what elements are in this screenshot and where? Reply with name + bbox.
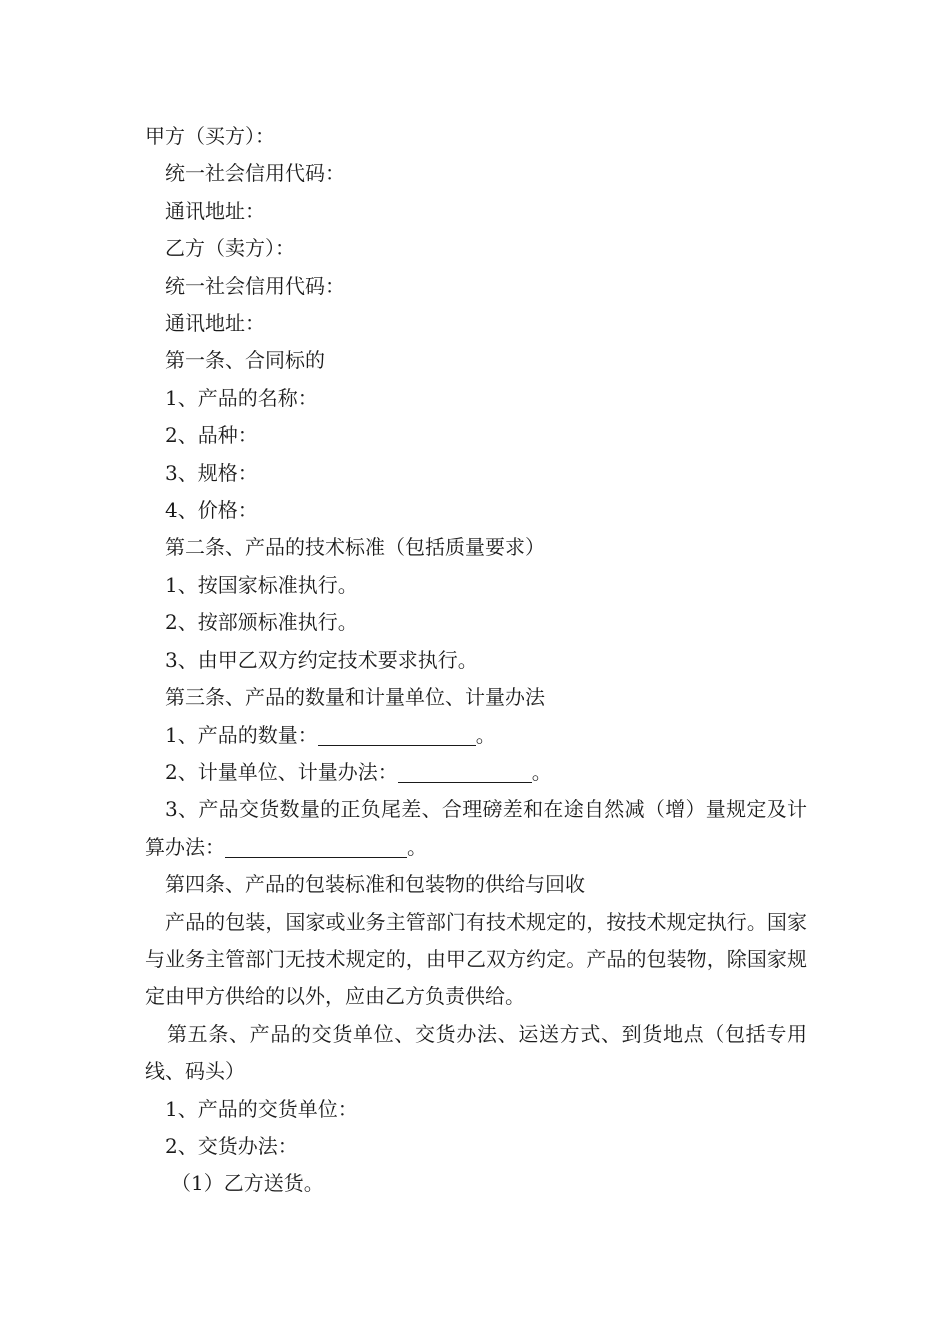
article-3-item-3-end: 。 [407, 834, 427, 859]
article-3-item-2-end: 。 [531, 759, 552, 784]
article-2-item: 3、由甲乙双方约定技术要求执行。 [165, 647, 478, 672]
article-4-title: 第四条、产品的包装标准和包装物的供给与回收 [165, 872, 585, 897]
article-5-item: 2、交货办法： [165, 1133, 298, 1158]
article-1-item: 2、品种： [165, 423, 258, 448]
contract-body [145, 118, 807, 1203]
article-2-item: 2、按部颁标准执行。 [165, 610, 358, 635]
article-5-item: 1、产品的交货单位： [165, 1096, 358, 1121]
party-a-credit-code: 统一社会信用代码： [165, 161, 345, 186]
article-5-subitem: （1）乙方送货。 [171, 1171, 324, 1196]
unit-method-blank-line [398, 756, 532, 783]
article-3-title: 第三条、产品的数量和计量单位、计量办法 [165, 685, 545, 710]
party-b-heading: 乙方（卖方）： [165, 236, 295, 261]
article-1-item: 1、产品的名称： [165, 385, 318, 410]
article-3-item-2 [145, 754, 807, 791]
article-3-item-1 [145, 717, 807, 754]
article-3-item-3 [145, 791, 807, 866]
article-5-title: 第五条、产品的交货单位、交货办法、运送方式、到货地点（包括专用线、码头） [145, 1021, 807, 1084]
article-1-title: 第一条、合同标的 [165, 348, 325, 373]
party-a-address: 通讯地址： [165, 198, 265, 223]
article-2-title: 第二条、产品的技术标准（包括质量要求） [165, 535, 545, 560]
tolerance-blank-line [225, 831, 407, 858]
article-3-item-1-end: 。 [475, 722, 496, 747]
party-b-credit-code: 统一社会信用代码： [165, 273, 345, 298]
quantity-blank-line [318, 719, 476, 746]
party-a-heading: 甲方（买方）： [145, 124, 275, 148]
article-1-item: 3、规格： [165, 460, 258, 485]
article-3-item-1-label: 1、产品的数量： [165, 722, 318, 747]
article-4-body: 产品的包装，国家或业务主管部门有技术规定的，按技术规定执行。国家与业务主管部门无技术规定的，由甲乙双方约定。产品的包装物，除国家规定由甲方供给的以外，应由乙方负责供给。 [145, 909, 807, 1009]
article-3-item-3-text: 3、产品交货数量的正负尾差、合理磅差和在途自然减（增）量规定及计算办法： [145, 797, 807, 859]
party-b-address: 通讯地址： [165, 311, 265, 336]
article-2-item: 1、按国家标准执行。 [165, 572, 358, 597]
article-3-item-2-label: 2、计量单位、计量办法： [165, 759, 398, 784]
article-1-item: 4、价格： [165, 498, 258, 523]
